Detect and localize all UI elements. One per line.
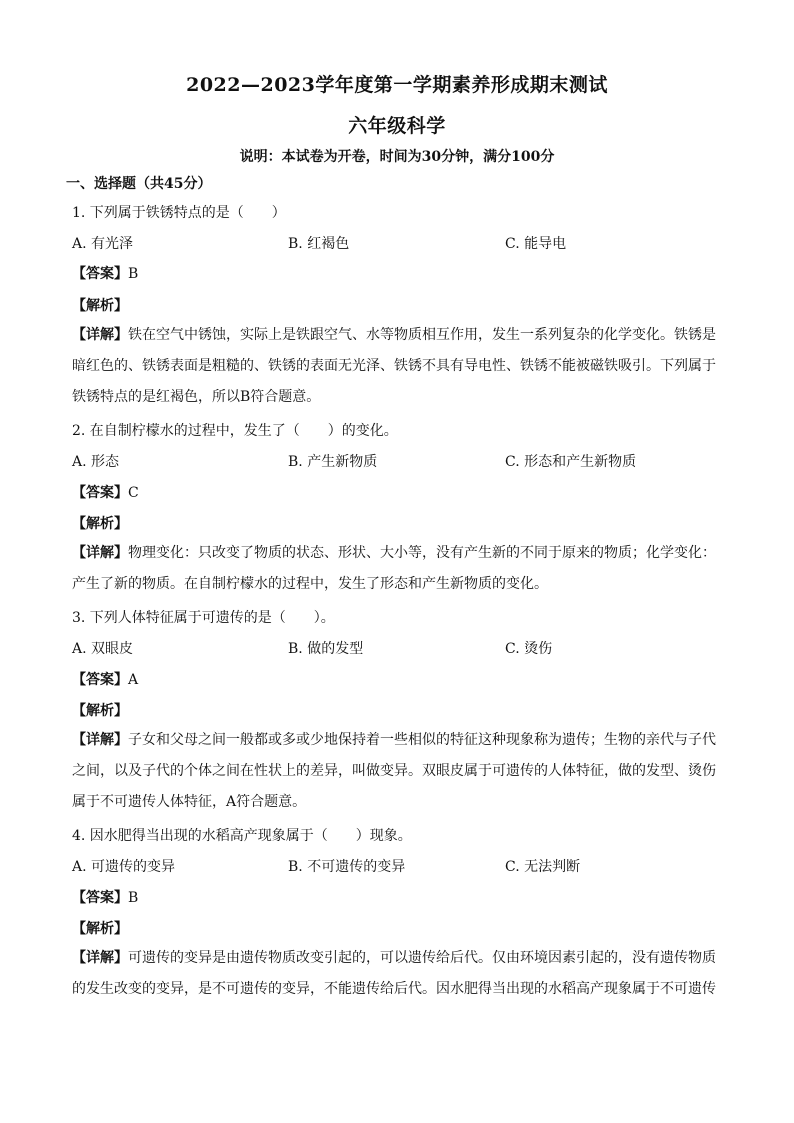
question-2-option-a: A. 形态 [72, 454, 120, 470]
answer-value: C [128, 485, 139, 501]
detail-line: 属于不可遗传人体特征，A符合题意。 [72, 794, 307, 810]
detail-line: 【详解】子女和父母之间一般都或多或少地保持着一些相似的特征这种现象称为遗传；生物的亲代与子代 [72, 732, 716, 748]
question-1-analysis-label: 【解析】 [72, 298, 128, 314]
question-4-option-c: C. 无法判断 [505, 859, 581, 875]
exam-title: 2022—2023学年度第一学期素养形成期末测试 [186, 74, 608, 96]
question-4-answer [72, 887, 138, 907]
question-1-option-b: B. 红褐色 [288, 236, 350, 252]
detail-line: 铁锈特点的是红褐色，所以B符合题意。 [72, 389, 321, 405]
question-4-option-a: A. 可遗传的变异 [72, 859, 176, 875]
detail-line: 产生了新的物质。在自制柠檬水的过程中，发生了形态和产生新物质的变化。 [72, 576, 548, 592]
question-1-detail [72, 320, 722, 413]
answer-value: A [128, 672, 139, 688]
answer-value: B [128, 266, 139, 282]
question-3-analysis-label: 【解析】 [72, 703, 128, 719]
question-1-option-c: C. 能导电 [505, 236, 567, 252]
detail-label: 【详解】 [72, 732, 128, 748]
detail-line: 【详解】物理变化：只改变了物质的状态、形状、大小等，没有产生新的不同于原来的物质；化学变化： [72, 545, 716, 561]
detail-line: 【详解】可遗传的变异是由遗传物质改变引起的，可以遗传给后代。仅由环境因素引起的，没有遗传物质 [72, 950, 716, 966]
question-2-answer [72, 482, 139, 502]
detail-line: 【详解】铁在空气中锈蚀，实际上是铁跟空气、水等物质相互作用，发生一系列复杂的化学变化。铁锈是 [72, 327, 716, 343]
detail-line: 之间，以及子代的个体之间在性状上的差异，叫做变异。双眼皮属于可遗传的人体特征，做的发型、烫伤 [72, 763, 716, 779]
question-3-detail [72, 725, 722, 818]
question-3-option-a: A. 双眼皮 [72, 641, 134, 657]
detail-line: 暗红色的、铁锈表面是粗糙的、铁锈的表面无光泽、铁锈不具有导电性、铁锈不能被磁铁吸引。下列属于 [72, 358, 716, 374]
question-2-option-b: B. 产生新物质 [288, 454, 378, 470]
answer-label: 【答案】 [72, 485, 128, 501]
question-2-detail [72, 538, 722, 600]
question-3-option-c: C. 烫伤 [505, 641, 553, 657]
question-3-stem: 3. 下列人体特征属于可遗传的是（ ）。 [72, 610, 335, 626]
question-4-detail [72, 943, 722, 1005]
answer-label: 【答案】 [72, 890, 128, 906]
question-2-stem: 2. 在自制柠檬水的过程中，发生了（ ）的变化。 [72, 423, 398, 439]
answer-label: 【答案】 [72, 266, 128, 282]
question-1-answer [72, 263, 138, 283]
detail-line: 的发生改变的变异，是不可遗传的变异，不能遗传给后代。因水肥得当出现的水稻高产现象属于不可遗传 [72, 981, 716, 997]
question-3-option-b: B. 做的发型 [288, 641, 364, 657]
detail-label: 【详解】 [72, 950, 128, 966]
question-4-stem: 4. 因水肥得当出现的水稻高产现象属于（ ）现象。 [72, 828, 412, 844]
question-3-answer [72, 669, 138, 689]
question-4-analysis-label: 【解析】 [72, 921, 128, 937]
answer-label: 【答案】 [72, 672, 128, 688]
detail-label: 【详解】 [72, 545, 128, 561]
question-4-option-b: B. 不可遗传的变异 [288, 859, 406, 875]
question-1-option-a: A. 有光泽 [72, 236, 134, 252]
answer-value: B [128, 890, 139, 906]
exam-subtitle: 六年级科学 [348, 115, 446, 137]
question-2-analysis-label: 【解析】 [72, 516, 128, 532]
detail-label: 【详解】 [72, 327, 128, 343]
question-1-stem: 1. 下列属于铁锈特点的是（ ） [72, 205, 286, 221]
section-heading: 一、选择题（共45分） [66, 176, 212, 192]
exam-note: 说明：本试卷为开卷，时间为30分钟，满分100分 [239, 149, 555, 165]
question-2-option-c: C. 形态和产生新物质 [505, 454, 637, 470]
